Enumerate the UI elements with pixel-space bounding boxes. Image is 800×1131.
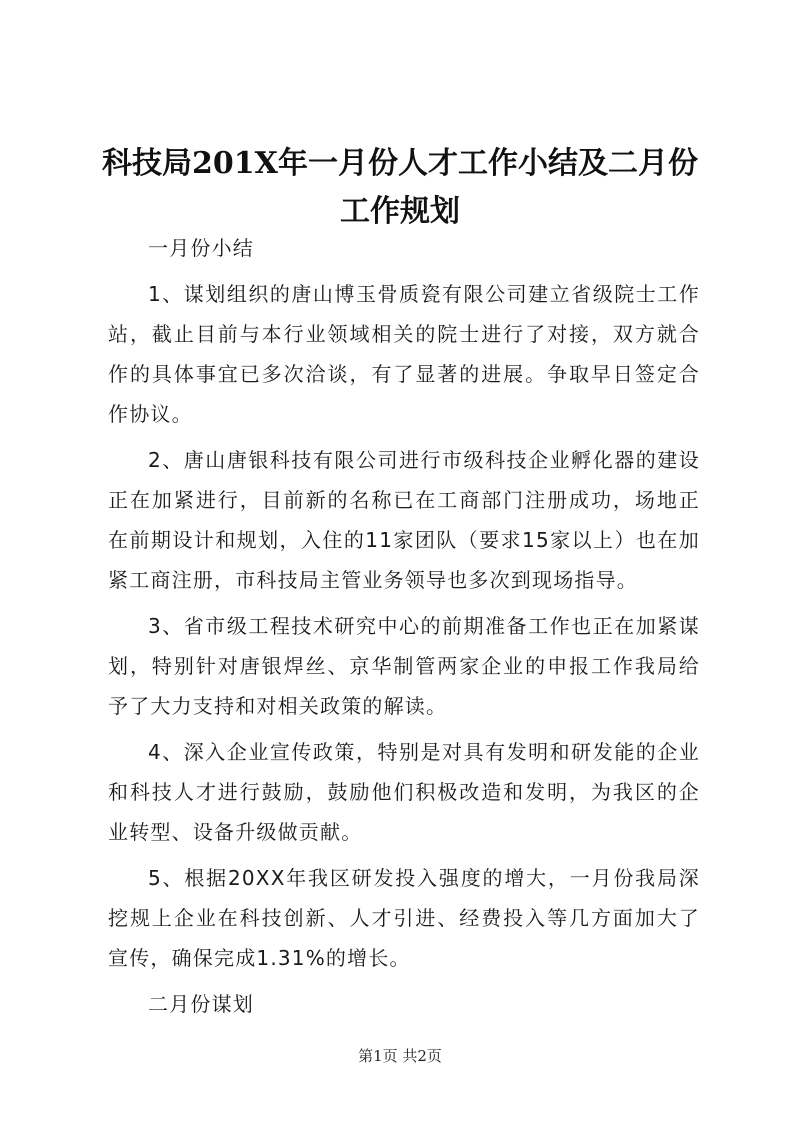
- paragraph-item-1: 1、谋划组织的唐山博玉骨质瓷有限公司建立省级院士工作站，截止目前与本行业领域相关的院士进行了对接，双方就合作的具体事宜已多次洽谈，有了显著的进展。争取早日签定合作协议。: [108, 282, 700, 426]
- document-body: [108, 228, 700, 1024]
- page-title: 科技局201X年一月份人才工作小结及二月份工作规划: [102, 146, 698, 229]
- paragraph-item-4: 4、深入企业宣传政策，特别是对具有发明和研发能的企业和科技人才进行鼓励，鼓励他们积极改造和发明，为我区的企业转型、设备升级做贡献。: [108, 740, 700, 844]
- section-heading-february: 二月份谋划: [148, 992, 254, 1016]
- section-heading-january: 一月份小结: [148, 236, 254, 260]
- paragraph-item-5: 5、根据20XX年我区研发投入强度的增大，一月份我局深挖规上企业在科技创新、人才引进、经费投入等几方面加大了宣传，确保完成1.31%的增长。: [108, 866, 700, 970]
- paragraph-item-3: 3、省市级工程技术研究中心的前期准备工作也正在加紧谋划，特别针对唐银焊丝、京华制管两家企业的申报工作我局给予了大力支持和对相关政策的解读。: [108, 614, 700, 718]
- paragraph-item-2: 2、唐山唐银科技有限公司进行市级科技企业孵化器的建设正在加紧进行，目前新的名称已在工商部门注册成功，场地正在前期设计和规划，入住的11家团队（要求15家以上）也在加紧工商注册，市科技局主管业务领导也多次到现场指导。: [108, 448, 700, 592]
- page-footer: 第1页 共2页: [358, 1047, 442, 1065]
